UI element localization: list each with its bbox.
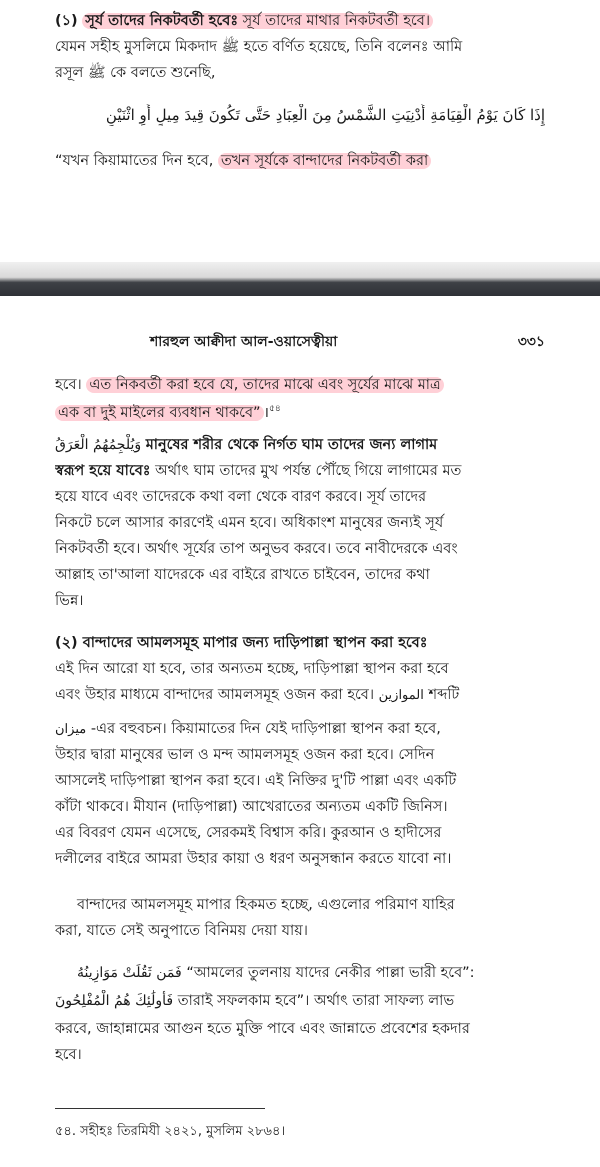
text-line: এর বিবরণ যেমন এসেছে, সেরকমই বিশ্বাস করি। কুরআন ও হাদীসের	[55, 825, 442, 841]
text-line: রসূল ﷺ কে বলতে শুনেছি,	[55, 65, 216, 81]
highlight: এক বা দুই মাইলের ব্যবধান থাকবে”	[55, 405, 264, 421]
page-number: ৩৩১	[517, 334, 545, 350]
text-line: আসলেই দাড়িপাল্লা স্থাপন করা হবে। এই নিক্তির দু'টি পাল্লা এবং একটি	[55, 773, 457, 789]
text-line: নিকটে চলে আসার কারণেই এমন হবে। অধিকাংশ মানুষের জন্যই সূর্য	[55, 515, 444, 531]
text-line: এক বা দুই মাইলের ব্যবধান থাকবে” ।$^{৫৪}$	[55, 398, 545, 424]
text-line: ভিন্ন।	[55, 593, 84, 609]
header-title: শারহুল আক্বীদা আল-ওয়াসেত্বীয়া	[150, 334, 338, 350]
text-line: কাঁটা থাকবে। মীযান (দাড়িপাল্লা) আখেরাতের অন্যতম একটি জিনিস।	[55, 799, 448, 815]
verse-line: فَأُولَٰئِكَ هُمُ الْمُفْلِحُونَ তারাই সফলকাম হবে”। অর্থাৎ তারা সাফল্য লাভ	[55, 993, 455, 1009]
footnote-ref: ৫৪	[269, 404, 281, 414]
highlight: তখন সূর্যকে বান্দাদের নিকটবর্তী করা	[218, 153, 431, 169]
text-line: করা, যাতে সেই অনুপাতে বিনিময় দেয়া যায়।	[55, 923, 308, 939]
scale-heading: (২) বান্দাদের আমলসমূহ মাপার জন্য দাড়িপাল্লা স্থাপন করা হবেঃ	[55, 635, 428, 651]
heading-1: (১) সূর্য তাদের নিকটবর্তী হবেঃ সূর্য তাদের মাথার নিকটবর্তী হবে।	[55, 10, 545, 32]
text-line: হয়ে যাবে এবং তাদেরকে কথা বলা থেকে বারণ করবে। সূর্য তাদের	[55, 489, 427, 505]
text-line: যেমন সহীহ মুসলিমে মিকদাদ ﷺ হতে বর্ণিত হয়েছে, তিনি বলেনঃ আমি	[55, 39, 463, 55]
text-line: উহার দ্বারা মানুষের ভাল ও মন্দ আমলসমূহ ওজন করা হবে। সেদিন	[55, 747, 435, 763]
footnote: ৫৪. সহীহঃ তিরমিযী ২৪২১, মুসলিম ২৮৬৪।	[55, 1124, 286, 1139]
text-line: এবং উহার মাধ্যমে বান্দাদের আমলসমূহ ওজন করা হবে। الموازين শব্দটি	[55, 687, 460, 703]
text-line: করবে, জাহান্নামের আগুন হতে মুক্তি পাবে এবং জান্নাতে প্রবেশের হকদার	[55, 1021, 470, 1037]
text-line: হবে। এত নিকবর্তী করা হবে যে, তাদের মাঝে এবং সূর্যের মাঝে মাত্র	[55, 374, 545, 396]
text-line: এই দিন আরো যা হবে, তার অন্যতম হচ্ছে, দাড়িপাল্লা স্থাপন করা হবে	[55, 661, 449, 677]
arabic-hadith: إِذَا كَانَ يَوْمُ الْقِيَامَةِ أُدْنِيَتِ الشَّمْسُ مِنَ الْعِبَادِ حَتَّى تَكُونَ قِيدَ مِيلٍ أَوِ اثْنَيْنِ	[105, 106, 545, 124]
text-line: হবে।	[55, 1047, 82, 1063]
text-line: বান্দাদের আমলসমূহ মাপার হিকমত হচ্ছে, এগুলোর পরিমাণ যাহির	[77, 897, 455, 913]
text-line: স্বরূপ হয়ে যাবেঃ অর্থাৎ ঘাম তাদের মুখ পর্যন্ত পৌঁছে গিয়ে লাগামের মত	[55, 463, 462, 479]
footnote-divider	[55, 1108, 265, 1109]
quote-line: “যখন কিয়ামাতের দিন হবে, তখন সূর্যকে বান্দাদের নিকটবর্তী করা	[55, 150, 545, 172]
highlight: এত নিকবর্তী করা হবে যে, তাদের মাঝে এবং সূর্যের মাঝে মাত্র	[86, 377, 443, 393]
text-line: ميزان -এর বহুবচন। কিয়ামাতের দিন যেই দাড়িপাল্লা স্থাপন করা হবে,	[55, 721, 441, 737]
text-line: আল্লাহ তা'আলা যাদেরকে এর বাইরে রাখতে চাইবেন, তাদের কথা	[55, 567, 430, 583]
text-line: দলীলের বাইরে আমরা উহার কায়া ও ধরণ অনুসন্ধান করতে যাবো না।	[55, 851, 452, 867]
page-top	[0, 0, 600, 262]
text-line: নিকটবর্তী হবে। অর্থাৎ সূর্যের তাপ অনুভব করবে। তবে নাবীদেরকে এবং	[55, 541, 458, 557]
page-divider	[0, 262, 600, 296]
page-bottom	[0, 296, 600, 1167]
sweat-heading: وَيُلْجِمُهُمُ الْعَرَقُ মানুষের শরীর থেকে নির্গত ঘাম তাদের জন্য লাগাম	[55, 437, 438, 453]
highlight: সূর্য তাদের নিকটবর্তী হবেঃ সূর্য তাদের মাথার নিকটবর্তী হবে।	[82, 13, 433, 29]
verse-line: فَمَن ثَقُلَتْ مَوَازِينُهُ “আমলের তুলনায় যাদের নেকীর পাল্লা ভারী হবে”:	[77, 965, 475, 981]
